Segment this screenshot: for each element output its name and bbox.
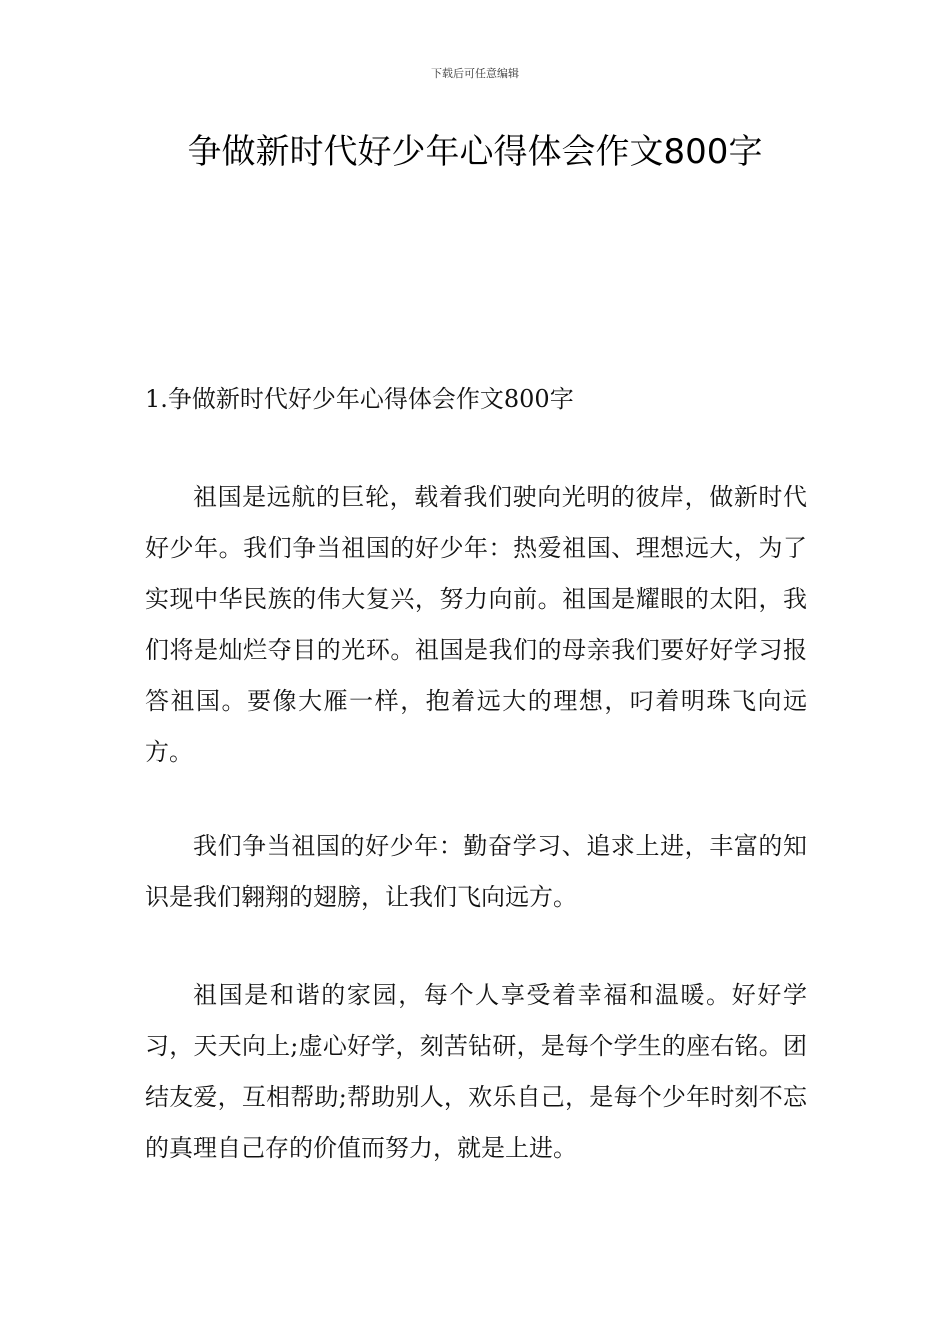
paragraph-2: 我们争当祖国的好少年：勤奋学习、追求上进，丰富的知识是我们翱翔的翅膀，让我们飞向远方。 bbox=[145, 832, 807, 911]
paragraph-3: 祖国是和谐的家园，每个人享受着幸福和温暖。好好学习，天天向上;虚心好学，刻苦钻研，是每个学生的座右铭。团结友爱，互相帮助;帮助别人，欢乐自己，是每个少年时刻不忘的真理自己存的价值而努力，就是上进。 bbox=[145, 981, 807, 1162]
paragraph-1: 祖国是远航的巨轮，载着我们驶向光明的彼岸，做新时代好少年。我们争当祖国的好少年：热爱祖国、理想远大，为了实现中华民族的伟大复兴，努力向前。祖国是耀眼的太阳，我们将是灿烂夺目的光环。祖国是我们的母亲我们要好好学习报答祖国。要像大雁一样，抱着远大的理想，叼着明珠飞向远方。 bbox=[145, 483, 807, 766]
header-note: 下载后可任意编辑 bbox=[431, 67, 519, 80]
section-heading: 1.争做新时代好少年心得体会作文800字 bbox=[145, 385, 574, 413]
document-title: 争做新时代好少年心得体会作文800字 bbox=[187, 132, 763, 172]
